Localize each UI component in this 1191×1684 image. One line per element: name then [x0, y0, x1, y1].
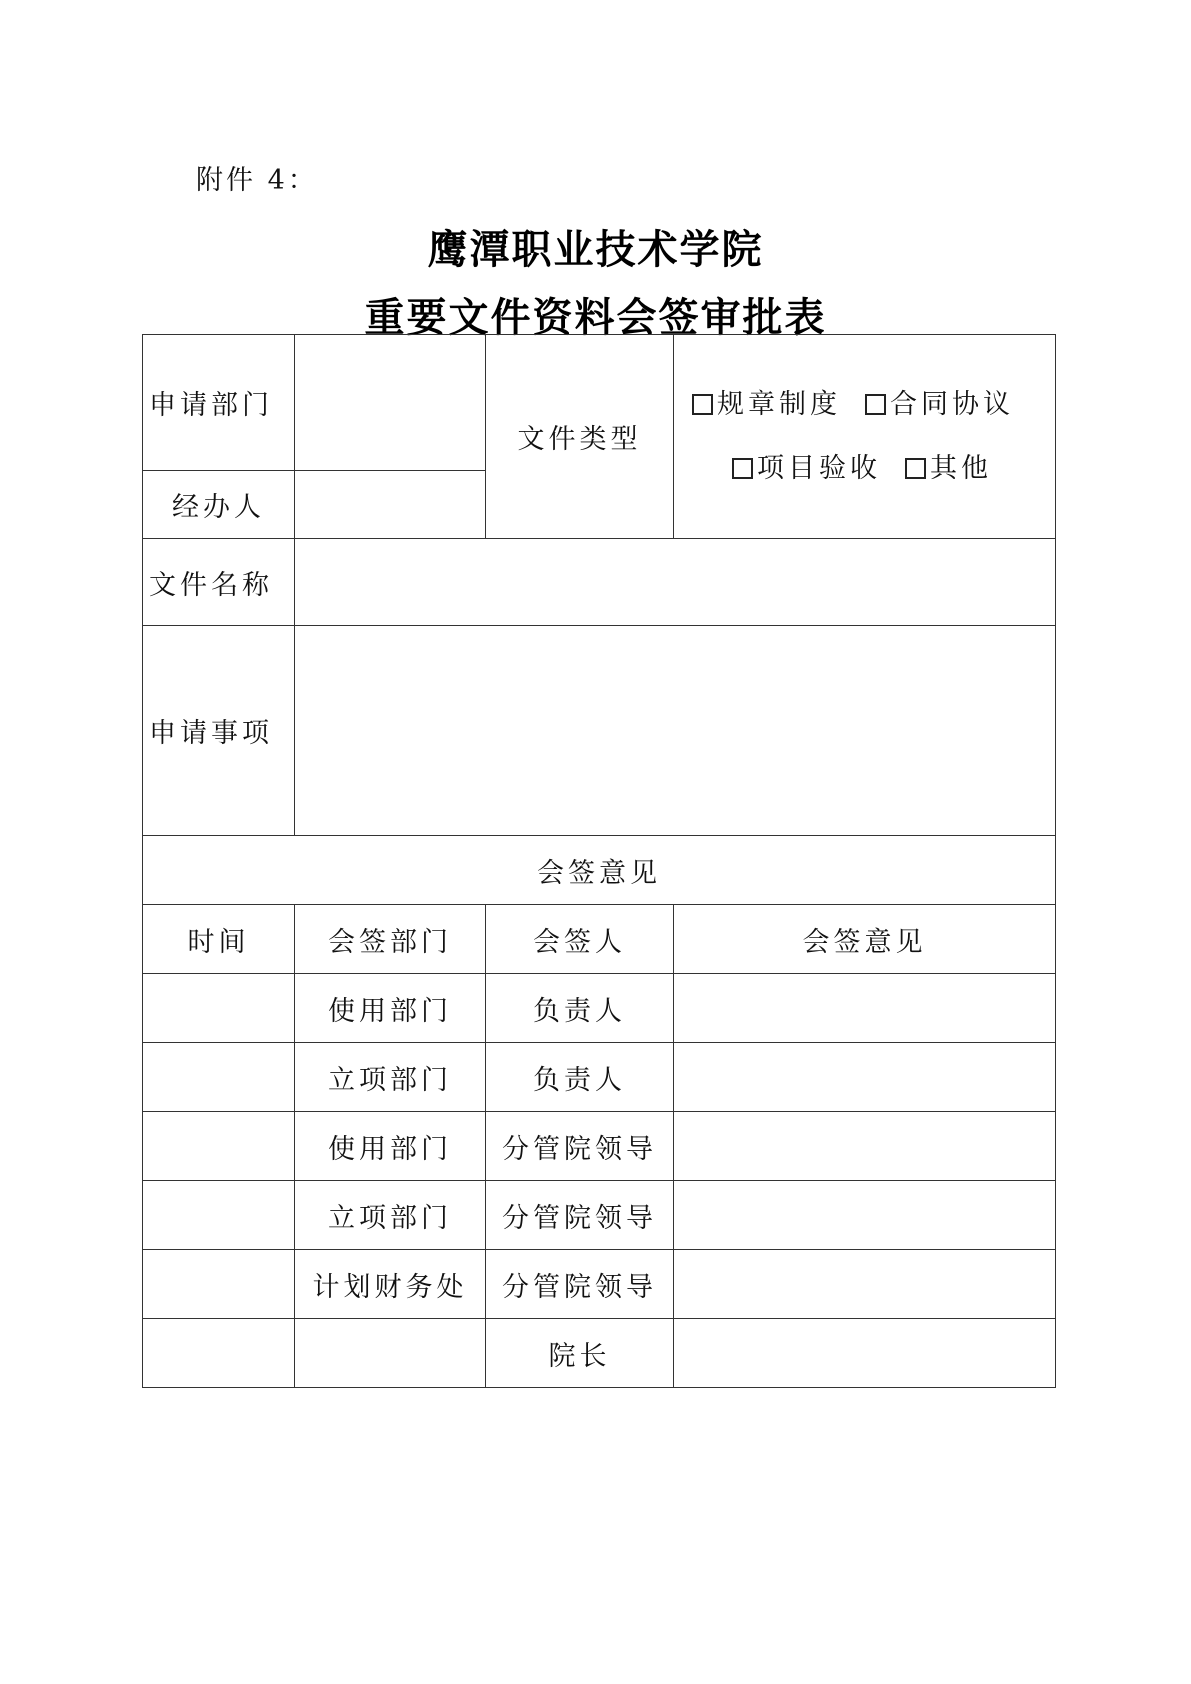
- apply-dept-field[interactable]: [295, 335, 486, 471]
- doc-type-option-rules[interactable]: 规章制度: [692, 373, 841, 437]
- doc-type-option-contract[interactable]: 合同协议: [865, 373, 1014, 437]
- apply-dept-label: 申请部门: [143, 335, 295, 471]
- opinion-field[interactable]: [674, 1181, 1056, 1250]
- header-opinion: 会签意见: [674, 905, 1056, 974]
- opinion-field[interactable]: [674, 1043, 1056, 1112]
- sign-dept-cell: 使用部门: [295, 974, 486, 1043]
- signer-cell: 分管院领导: [486, 1181, 674, 1250]
- sign-time-field[interactable]: [143, 974, 295, 1043]
- checkbox-icon[interactable]: [692, 394, 713, 415]
- handler-field[interactable]: [295, 471, 486, 539]
- apply-matter-label: 申请事项: [143, 626, 295, 836]
- doc-type-options: [674, 335, 1056, 539]
- sign-time-field[interactable]: [143, 1181, 295, 1250]
- doc-type-option-other[interactable]: 其他: [905, 437, 992, 501]
- signer-cell: 负责人: [486, 974, 674, 1043]
- checkbox-icon[interactable]: [865, 394, 886, 415]
- sign-dept-cell: 立项部门: [295, 1043, 486, 1112]
- signer-cell: 院长: [486, 1319, 674, 1388]
- sign-dept-cell: 立项部门: [295, 1181, 486, 1250]
- opinion-field[interactable]: [674, 1319, 1056, 1388]
- sign-time-field[interactable]: [143, 1250, 295, 1319]
- table-row: [143, 1112, 1056, 1181]
- form-title: 重要文件资料会签审批表: [364, 295, 827, 341]
- signer-cell: 分管院领导: [486, 1112, 674, 1181]
- sign-dept-cell: 计划财务处: [295, 1250, 486, 1319]
- apply-matter-field[interactable]: [295, 626, 1056, 836]
- table-row: [143, 974, 1056, 1043]
- doc-type-label: 文件类型: [486, 335, 674, 539]
- sign-time-field[interactable]: [143, 1043, 295, 1112]
- table-row: [143, 1250, 1056, 1319]
- sign-time-field[interactable]: [143, 1319, 295, 1388]
- sign-time-field[interactable]: [143, 1112, 295, 1181]
- header-sign-dept: 会签部门: [295, 905, 486, 974]
- opinion-field[interactable]: [674, 974, 1056, 1043]
- signer-cell: 分管院领导: [486, 1250, 674, 1319]
- sign-dept-cell: 使用部门: [295, 1112, 486, 1181]
- approval-form-table: [142, 334, 1056, 1388]
- doc-name-label: 文件名称: [143, 539, 295, 626]
- table-row: [143, 1043, 1056, 1112]
- table-row: [143, 1181, 1056, 1250]
- handler-label: 经办人: [143, 471, 295, 539]
- doc-type-option-acceptance[interactable]: 项目验收: [732, 437, 881, 501]
- section-title-signoff: 会签意见: [143, 836, 1056, 905]
- header-time: 时间: [143, 905, 295, 974]
- opinion-field[interactable]: [674, 1250, 1056, 1319]
- checkbox-icon[interactable]: [905, 458, 926, 479]
- opinion-field[interactable]: [674, 1112, 1056, 1181]
- signer-cell: 负责人: [486, 1043, 674, 1112]
- sign-dept-cell: [295, 1319, 486, 1388]
- form-title-institution: 鹰潭职业技术学院: [427, 227, 764, 273]
- table-row: [143, 1319, 1056, 1388]
- doc-name-field[interactable]: [295, 539, 1056, 626]
- checkbox-icon[interactable]: [732, 458, 753, 479]
- header-signer: 会签人: [486, 905, 674, 974]
- attachment-label: 附件 4：: [196, 165, 318, 196]
